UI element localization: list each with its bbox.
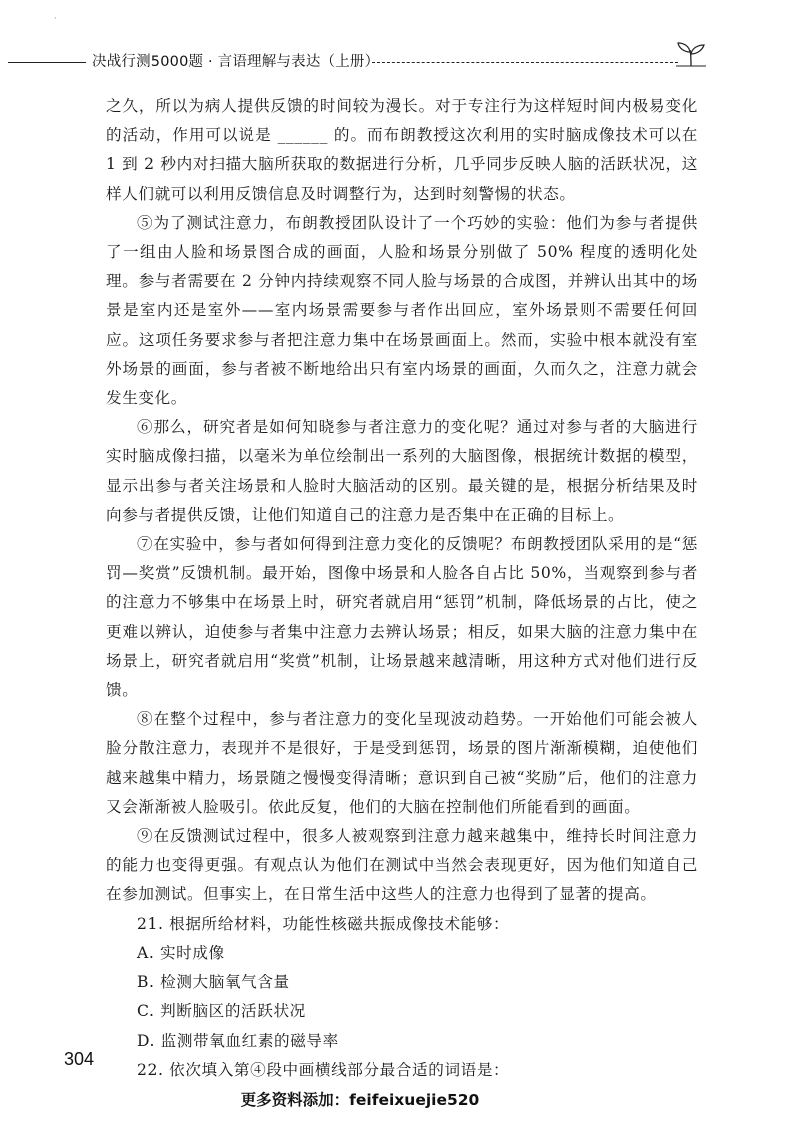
paragraph-9: ⑨在反馈测试过程中，很多人被观察到注意力越来越集中，维持长时间注意力的能力也变得更强。有观点认为他们在测试中当然会表现更好，因为他们知道自己在参加测试。但事实上，在日常生活中这些人的注意力也得到了显著的提高。 — [106, 827, 698, 904]
paragraph-5: ⑤为了测试注意力，布朗教授团队设计了一个巧妙的实验：他们为参与者提供了一组由人脸和场景图合成的画面，人脸和场景分别做了 50% 程度的透明化处理。参与者需要在 2 分钟内持续观察不同人脸与场景的合成图，并辨认出其中的场景是室内还是室外——室内场景需要参与者作出回应，室外场景则不需要任何回应。这项任务要求参与者把注意力集中在场景画面上。然而，实验中根本就没有室外场景的画面，参与者被不断地给出只有室内场景的画面，久而久之，注意力就会发生变化。 — [106, 213, 698, 408]
question-21-option-c: C. 判断脑区的活跃状况 — [137, 1002, 306, 1021]
sprout-icon — [674, 40, 708, 68]
page-body — [106, 92, 698, 1085]
paragraph-continued: 之久，所以为病人提供反馈的时间较为漫长。对于专注行为这样短时间内极易变化的活动，作用可以说是 ______ 的。而布朗教授这次利用的实时脑成像技术可以在 1 到 2 秒内对扫描大脑所获取的数据进行分析，几乎同步反映人脑的活跃状况，这样人们就可以利用反馈信息及时调整行为，达到时刻警惕的状态。 — [106, 97, 698, 203]
header-rule-left — [8, 62, 86, 63]
question-21-stem: 21. 根据所给材料，功能性核磁共振成像技术能够： — [137, 914, 510, 933]
question-22-stem: 22. 依次填入第④段中画横线部分最合适的词语是： — [137, 1060, 510, 1079]
scan-speck: · — [54, 14, 57, 24]
question-21-option-b: B. 检测大脑氧气含量 — [137, 973, 290, 992]
book-title: 决战行测5000题 · 言语理解与表达（上册） — [92, 54, 380, 70]
page-number: 304 — [64, 1049, 95, 1069]
paragraph-6: ⑥那么，研究者是如何知晓参与者注意力的变化呢？通过对参与者的大脑进行实时脑成像扫描，以毫米为单位绘制出一系列的大脑图像，根据统计数据的模型，显示出参与者关注场景和人脸时大脑活动的区别。最关键的是，根据分析结果及时向参与者提供反馈，让他们知道自己的注意力是否集中在正确的目标上。 — [106, 418, 698, 524]
footer-note: 更多资料添加：feifeixuejie520 — [240, 1091, 480, 1109]
header-rule-right — [372, 62, 678, 63]
paragraph-7: ⑦在实验中，参与者如何得到注意力变化的反馈呢？布朗教授团队采用的是“惩罚—奖赏”反馈机制。最开始，图像中场景和人脸各自占比 50%，当观察到参与者的注意力不够集中在场景上时，研究者就启用“惩罚”机制，降低场景的占比，使之更难以辨认，迫使参与者集中注意力去辨认场景；相反，如果大脑的注意力集中在场景上，研究者就启用“奖赏”机制，让场景越来越清晰，用这种方式对他们进行反馈。 — [106, 535, 698, 700]
question-21-option-a: A. 实时成像 — [137, 943, 225, 962]
paragraph-8: ⑧在整个过程中，参与者注意力的变化呈现波动趋势。一开始他们可能会被人脸分散注意力，表现并不是很好，于是受到惩罚，场景的图片渐渐模糊，迫使他们越来越集中精力，场景随之慢慢变得清晰；意识到自己被“奖励”后，他们的注意力又会渐渐被人脸吸引。依此反复，他们的大脑在控制他们所能看到的画面。 — [106, 710, 698, 816]
question-21-option-d: D. 监测带氧血红素的磁导率 — [137, 1031, 339, 1050]
running-header — [0, 44, 800, 80]
